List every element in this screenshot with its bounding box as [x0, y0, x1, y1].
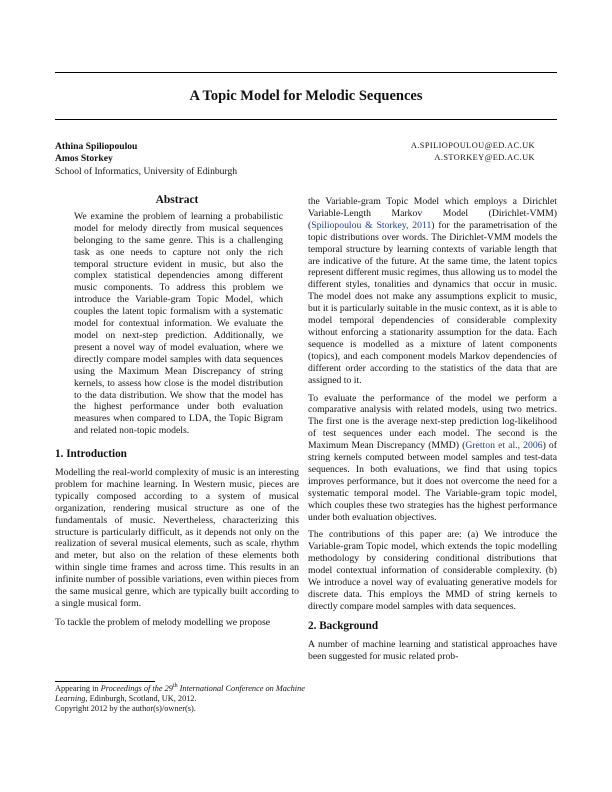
top-rule	[55, 72, 557, 73]
right-paragraph-3: The contributions of this paper are: (a) We introduce the Variable-gram Topic model, which extends the topic modelling methodology by considering conditional distributions that model contextual information of considerable complexity. (b) We introduce a novel way of evaluating generative models for discrete data. This employs the MMD of string kernels to directly compare model samples with data sequences.	[308, 529, 557, 612]
background-paragraph: A number of machine learning and statistical approaches have been suggested for music related prob-	[308, 638, 557, 662]
footnote: Appearing in Proceedings of the 29th International Conference on Machine Learning, Edinburgh, Scotland, UK, 2012. Copyright 2012 by the author(s)/owner(s).	[55, 683, 305, 713]
left-column	[55, 195, 299, 629]
title-rule	[55, 119, 557, 120]
right-column	[308, 196, 557, 663]
abstract-text: We examine the problem of learning a probabilistic model for melody directly from musical sequences belonging to the same genre. This is a challenging task as one needs to capture not only the rich temporal structure evident in music, but also the complex statistical dependencies among different music components. To address this problem we introduce the Variable-gram Topic Model, which couples the latent topic formalism with a systematic model for contextual information. We evaluate the model on next-step prediction. Additionally, we present a novel way of model evaluation, where we directly compare model samples with data sequences using the Maximum Mean Discrepancy of string kernels, to assess how close is the model distribution to the data distribution. We show that the model has the highest performance under both evaluation measures when compared to LDA, the Topic Bigram and related non-topic models.	[74, 210, 283, 437]
section-heading-background: 2. Background	[308, 619, 379, 632]
author-row-2	[55, 153, 535, 164]
intro-paragraph-1: Modelling the real-world complexity of music is an interesting problem for machine learning. In Western music, pieces are typically composed according to a system of musical organization, rendering musical structure as one of the fundamentals of music. Nevertheless, characterizing this structure is particularly difficult, as it depends not only on the realization of several musical elements, such as scale, rhythm and meter, but also on the relation of these elements both within single time frames and across time. This results in an infinite number of possible variations, even within pieces from the same musical genre, which are typically built according to a single musical form.	[55, 467, 299, 609]
right-paragraph-1: the Variable-gram Topic Model which employs a Dirichlet Variable-Length Markov Model (Dirichlet-VMM) (Spiliopoulou & Storkey, 2011) for the parametrisation of the topic distributions over words. The Dirichlet-VMM models the temporal structure by learning contexts of variable length that are indicative of the future. At the same time, the latent topics represent different music regimes, thus allowing us to model the different styles, tonalities and dynamics that occur in music. The model does not make any assumptions explicit to music, but it is particularly suitable in the music context, as it is able to model temporal dependencies of considerable complexity without enforcing a stationarity assumption for the data. Each sequence is modelled as a mixture of latent components (topics), and each component models Markov dependencies of different order according to the statistics of the data that are assigned to it.	[308, 196, 558, 386]
paper-title: A Topic Model for Melodic Sequences	[189, 88, 423, 104]
citation-link[interactable]: Gretton et al., 2006	[465, 440, 543, 452]
author-email: A.SPILIOPOULOU@ED.AC.UK	[410, 141, 535, 150]
author-email: A.STORKEY@ED.AC.UK	[434, 153, 535, 162]
footnote-rule	[55, 681, 155, 682]
intro-paragraph-2: To tackle the problem of melody modelling we propose	[55, 616, 271, 628]
citation-link[interactable]: Spiliopoulou & Storkey, 2011	[311, 219, 432, 231]
author-row-1	[55, 141, 535, 152]
abstract-heading: Abstract	[155, 194, 199, 206]
author-name: Amos Storkey	[55, 153, 113, 164]
right-paragraph-2: To evaluate the performance of the model we perform a comparative analysis with related models, using two metrics. The first one is the average next-step prediction log-likelihood of test sequences under each model. The second is the Maximum Mean Discrepancy (MMD) (Gretton et al., 2006) of string kernels computed between model samples and test-data sequences. In both evaluations, we find that using topics improves performance, but it does not overcome the need for a systematic temporal model. The Variable-gram topic model, which couples these two strategies has the highest performance under both evaluation objectives.	[308, 392, 558, 523]
author-name: Athina Spiliopoulou	[55, 141, 138, 152]
section-heading-introduction: 1. Introduction	[55, 448, 127, 461]
affiliation: School of Informatics, University of Edinburgh	[55, 166, 238, 177]
